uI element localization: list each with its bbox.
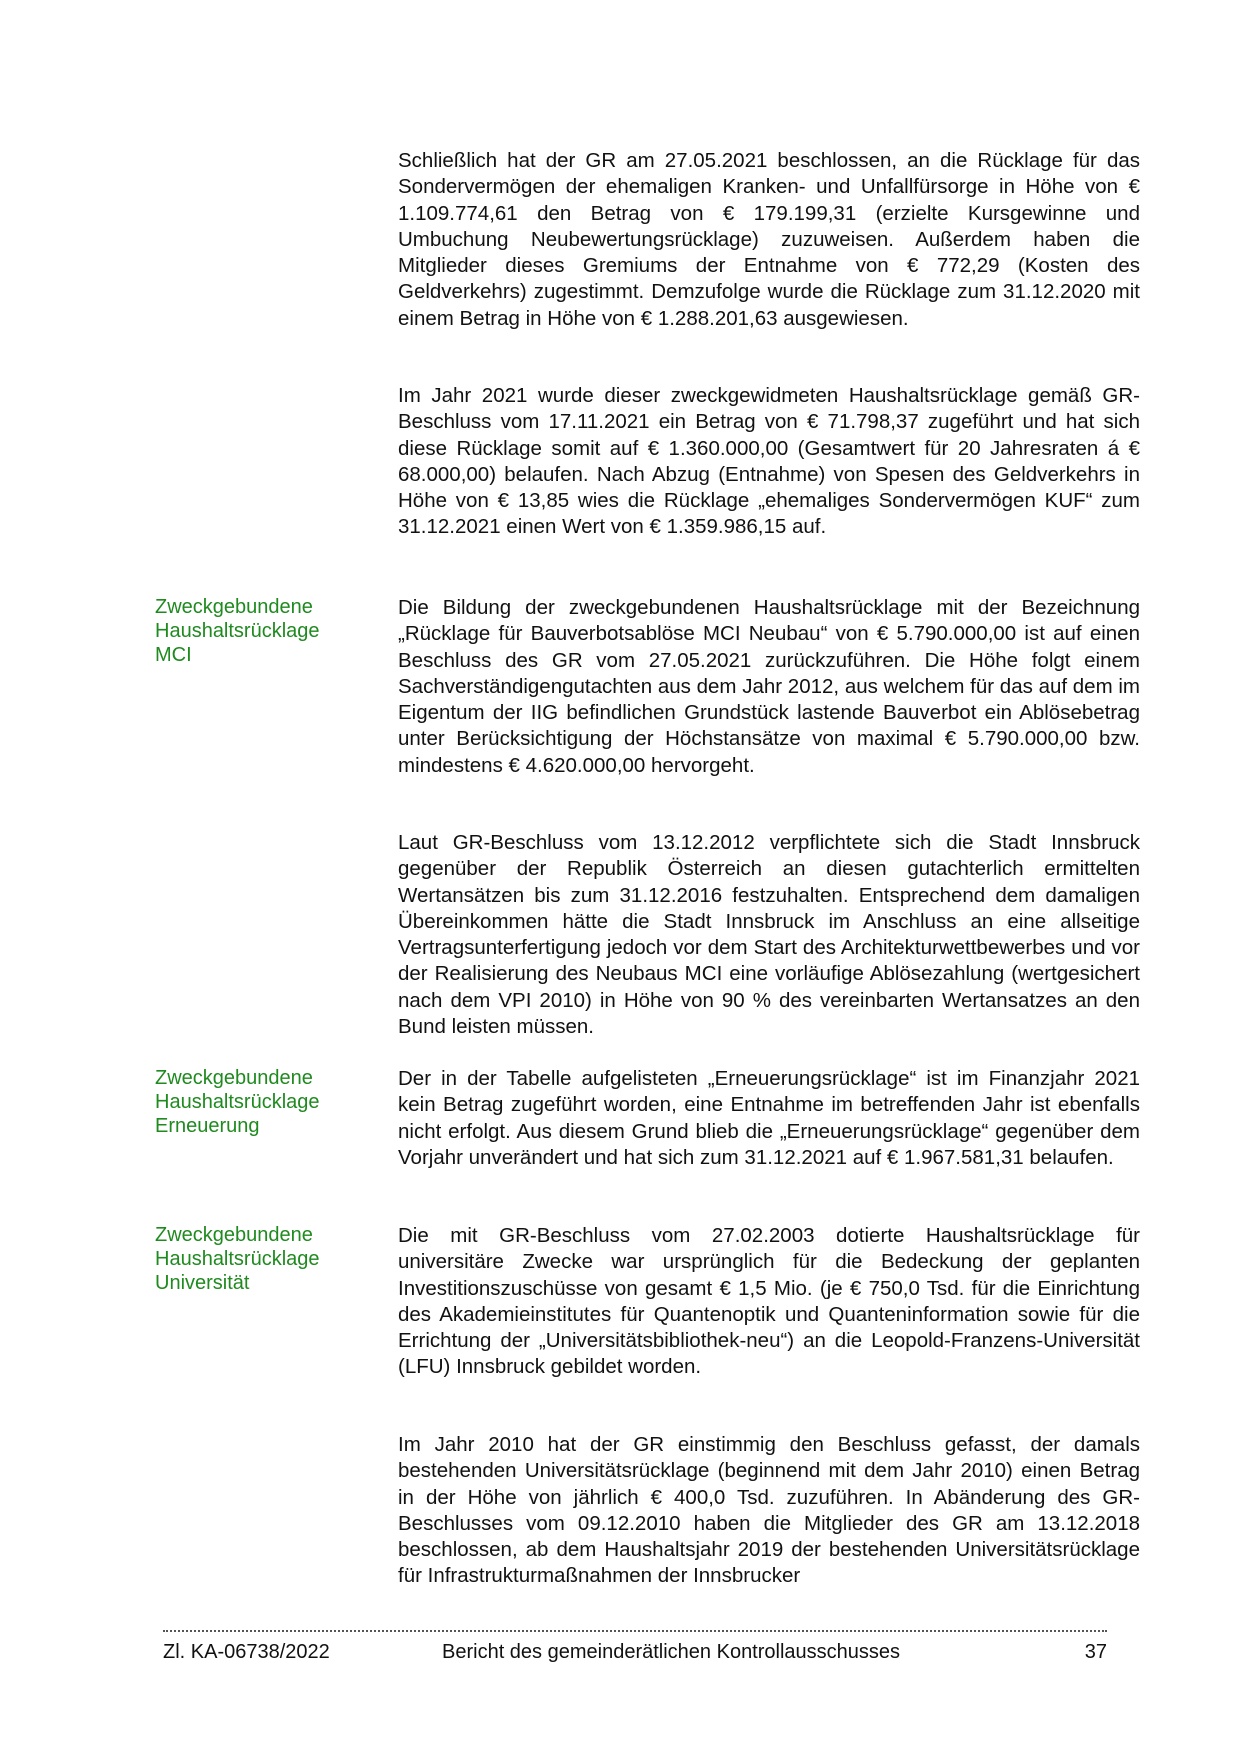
margin-note-erneuerung — [155, 1066, 365, 1138]
margin-note-line: MCI — [155, 644, 192, 666]
margin-note-mci — [155, 595, 365, 667]
paragraph-universitaet-2003: Die mit GR-Beschluss vom 27.02.2003 dotierte Haushaltsrücklage für universitäre Zwecke war ursprünglich für die Bedeckung der geplanten Investitionszuschüsse von gesamt € 1,5 Mio. (je € 750,0 Tsd. für die Einrichtung des Akademieinstitutes für Quantenoptik und Quanteninformation sowie für die Errichtung der „Universitätsbibliothek-neu“) an die Leopold-Franzens-Universität (LFU) Innsbruck gebildet worden. — [398, 1224, 1140, 1379]
paragraph-kuf-2020: Schließlich hat der GR am 27.05.2021 beschlossen, an die Rücklage für das Sondervermögen der ehemaligen Kranken- und Unfallfürsorge in Höhe von € 1.109.774,61 den Betrag von € 179.199,31 (erzielte Kursgewinne und Umbuchung Neubewertungsrücklage) zuzuweisen. Außerdem haben die Mitglieder dieses Gremiums der Entnahme von € 772,29 (Kosten des Geldverkehrs) zugestimmt. Demzufolge wurde die Rücklage zum 31.12.2020 mit einem Betrag in Höhe von € 1.288.201,63 ausgewiesen. — [398, 149, 1140, 330]
paragraph-mci-bildung: Die Bildung der zweckgebundenen Haushaltsrücklage mit der Bezeichnung „Rücklage für Bauverbotsablöse MCI Neubau“ von € 5.790.000,00 ist auf einen Beschluss des GR vom 27.05.2021 zurückzuführen. Die Höhe folgt einem Sachverständigengutachten aus dem Jahr 2012, aus welchem für das auf dem im Eigentum der IIG befindlichen Grundstück lastende Bauverbot ein Ablösebetrag unter Berücksichtigung der Höchstansätze von maximal € 5.790.000,00 bzw. mindestens € 4.620.000,00 hervorgeht. — [398, 596, 1140, 777]
paragraph-erneuerung: Der in der Tabelle aufgelisteten „Erneuerungsrücklage“ ist im Finanzjahr 2021 kein Betrag zugeführt worden, eine Entnahme im betreffenden Jahr ist ebenfalls nicht erfolgt. Aus diesem Grund blieb die „Erneuerungsrücklage“ gegenüber dem Vorjahr unverändert und hat sich zum 31.12.2021 auf € 1.967.581,31 belaufen. — [398, 1067, 1140, 1169]
margin-note-line: Haushaltsrücklage — [155, 1091, 320, 1113]
margin-note-line: Zweckgebundene — [155, 1067, 313, 1089]
margin-note-line: Haushaltsrücklage — [155, 620, 320, 642]
paragraph-kuf-2021: Im Jahr 2021 wurde dieser zweckgewidmeten Haushaltsrücklage gemäß GR-Beschluss vom 17.11.2021 ein Betrag von € 71.798,37 zugeführt und hat sich diese Rücklage somit auf € 1.360.000,00 (Gesamtwert für 20 Jahresraten á € 68.000,00) belaufen. Nach Abzug (Entnahme) von Spesen des Geldverkehrs in Höhe von € 13,85 wies die Rücklage „ehemaliges Sondervermögen KUF“ zum 31.12.2021 einen Wert von € 1.359.986,15 auf. — [398, 384, 1140, 539]
footer-title: Bericht des gemeinderätlichen Kontrollausschusses — [442, 1641, 901, 1663]
margin-note-universitaet — [155, 1223, 365, 1295]
margin-note-line: Erneuerung — [155, 1115, 260, 1137]
margin-note-line: Zweckgebundene — [155, 596, 313, 618]
margin-note-line: Haushaltsrücklage — [155, 1248, 320, 1270]
margin-note-line: Universität — [155, 1272, 250, 1294]
paragraph-universitaet-2010: Im Jahr 2010 hat der GR einstimmig den Beschluss gefasst, der damals bestehenden Universitätsrücklage (beginnend mit dem Jahr 2010) einen Betrag in der Höhe von jährlich € 400,0 Tsd. zuzuführen. In Abänderung des GR-Beschlusses vom 09.12.2010 haben die Mitglieder des GR am 13.12.2018 beschlossen, ab dem Haushaltsjahr 2019 der bestehenden Universitätsrücklage für Infrastrukturmaßnahmen der Innsbrucker — [398, 1433, 1140, 1588]
page-number: 37 — [1084, 1641, 1107, 1663]
footer-reference: Zl. KA-06738/2022 — [163, 1641, 330, 1663]
paragraph-mci-beschluss: Laut GR-Beschluss vom 13.12.2012 verpflichtete sich die Stadt Innsbruck gegenüber der Republik Österreich an diesen gutachterlich ermittelten Wertansätzen bis zum 31.12.2016 festzuhalten. Entsprechend dem damaligen Übereinkommen hätte die Stadt Innsbruck im Anschluss an eine allseitige Vertragsunterfertigung jedoch vor dem Start des Architekturwettbewerbes und vor der Realisierung des Neubaus MCI eine vorläufige Ablösezahlung (wertgesichert nach dem VPI 2010) in Höhe von 90 % des vereinbarten Wertansatzes an den Bund leisten müssen. — [398, 831, 1140, 1039]
footer-divider — [163, 1630, 1107, 1632]
margin-note-line: Zweckgebundene — [155, 1224, 313, 1246]
